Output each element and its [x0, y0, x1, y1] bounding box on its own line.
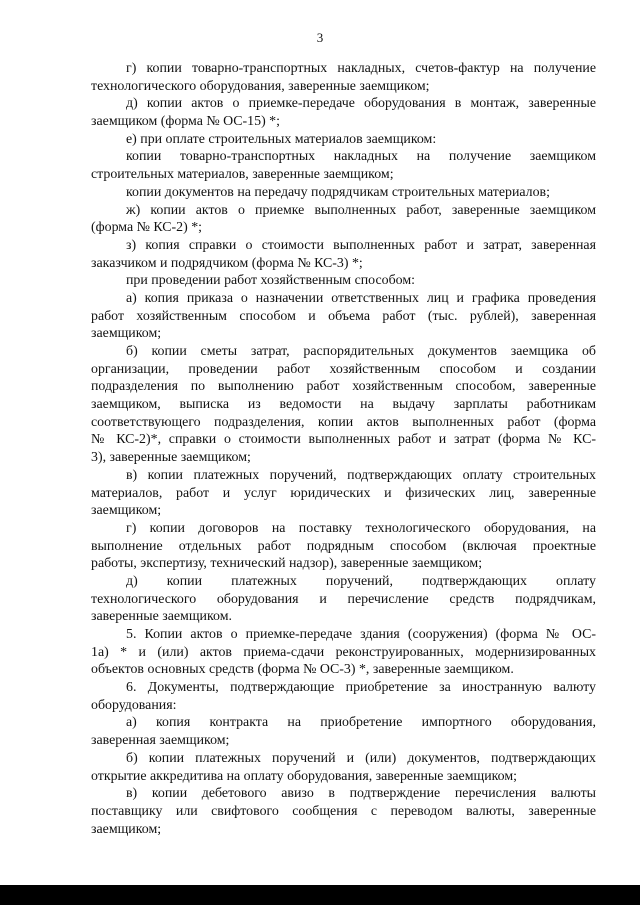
text-line: копии документов на передачу подрядчикам строительных материалов; — [126, 184, 550, 200]
scan-bottom-band — [0, 885, 640, 905]
text-line: а) копия приказа о назначении ответственных лиц и графика проведения — [126, 290, 596, 306]
text-line: копии товарно-транспортных накладных на получение заемщиком — [126, 149, 596, 165]
text-line: материалов, работ и услуг юридических и физических лиц, заверенные — [91, 485, 596, 501]
text-line: соответствующего подразделения, копии актов выполненных работ (форма — [91, 414, 596, 430]
text-line: г) копии товарно-транспортных накладных, счетов-фактур на получение — [126, 61, 596, 76]
text-line: г) копии договоров на поставку технологического оборудования, на — [126, 520, 596, 536]
text-line: № КС-2)*, справки о стоимости выполненных работ и затрат (форма № КС- — [91, 432, 596, 448]
text-line: з) копия справки о стоимости выполненных работ и затрат, заверенная — [126, 237, 596, 253]
text-line: е) при оплате строительных материалов заемщиком: — [126, 131, 437, 147]
text-line: технологического оборудования, заверенные заемщиком; — [91, 78, 430, 94]
text-line: 6. Документы, подтверждающие приобретение за иностранную валюту — [126, 680, 596, 696]
text-line: заемщиком; — [91, 503, 162, 519]
text-line: поставщику или свифтового сообщения с переводом валюты, заверенные — [91, 803, 596, 819]
text-line: д) копии платежных поручений, подтверждающих оплату — [126, 573, 596, 589]
text-line: 5. Копии актов о приемке-передаче здания (сооружения) (форма № ОС- — [126, 627, 596, 642]
text-line: заказчиком и подрядчиком (форма № КС-3) *; — [91, 255, 363, 271]
page-number: 3 — [316, 30, 324, 45]
text-line: объектов основных средств (форма № ОС-3) *, заверенные заемщиком. — [91, 662, 514, 678]
text-line: заемщиком; — [91, 326, 162, 342]
text-line: заемщиком, выписка из ведомости на выдачу зарплаты работникам — [91, 397, 596, 413]
text-line: подразделения по выполнению работ хозяйственным способом, заверенные — [91, 379, 596, 395]
text-line: (форма № КС-2) *; — [91, 220, 203, 236]
text-line: оборудования: — [91, 697, 177, 713]
text-line: организации, проведении работ хозяйственным способом и создании — [91, 361, 596, 377]
text-line: а) копия контракта на приобретение импортного оборудования, — [126, 715, 596, 731]
text-line: в) копии дебетового авизо в подтверждение перечисления валюты — [126, 786, 596, 802]
text-line: технологического оборудования и перечисление средств подрядчикам, — [91, 591, 596, 607]
text-line: заверенная заемщиком; — [91, 733, 230, 749]
text-line: работ хозяйственным способом и объема работ (тыс. рублей), заверенная — [91, 308, 596, 324]
text-line: 3), заверенные заемщиком; — [91, 450, 251, 466]
text-line: выполнение отдельных работ подрядным способом (включая проектные — [91, 538, 596, 554]
text-line: работы, экспертизу, технический надзор), заверенные заемщиком; — [91, 556, 483, 572]
text-line: заемщиком (форма № ОС-15) *; — [91, 114, 280, 130]
text-line: ж) копии актов о приемке выполненных работ, заверенные заемщиком — [126, 202, 596, 218]
text-line: заверенные заемщиком. — [91, 609, 232, 625]
text-line: при проведении работ хозяйственным способом: — [126, 273, 415, 289]
text-line: 1а) * и (или) актов приема-сдачи реконструированных, модернизированных — [91, 644, 596, 660]
text-line: б) копии платежных поручений и (или) документов, подтверждающих — [126, 750, 596, 766]
text-line: д) копии актов о приемке-передаче оборудования в монтаж, заверенные — [126, 96, 596, 112]
document-body — [91, 60, 596, 838]
text-line: б) копии сметы затрат, распорядительных документов заемщика об — [126, 344, 596, 359]
text-line: в) копии платежных поручений, подтверждающих оплату строительных — [126, 467, 596, 483]
text-line: строительных материалов, заверенные заемщиком; — [91, 167, 394, 183]
text-line: открытие аккредитива на оплату оборудования, заверенные заемщиком; — [91, 768, 518, 784]
text-line: заемщиком; — [91, 821, 162, 837]
